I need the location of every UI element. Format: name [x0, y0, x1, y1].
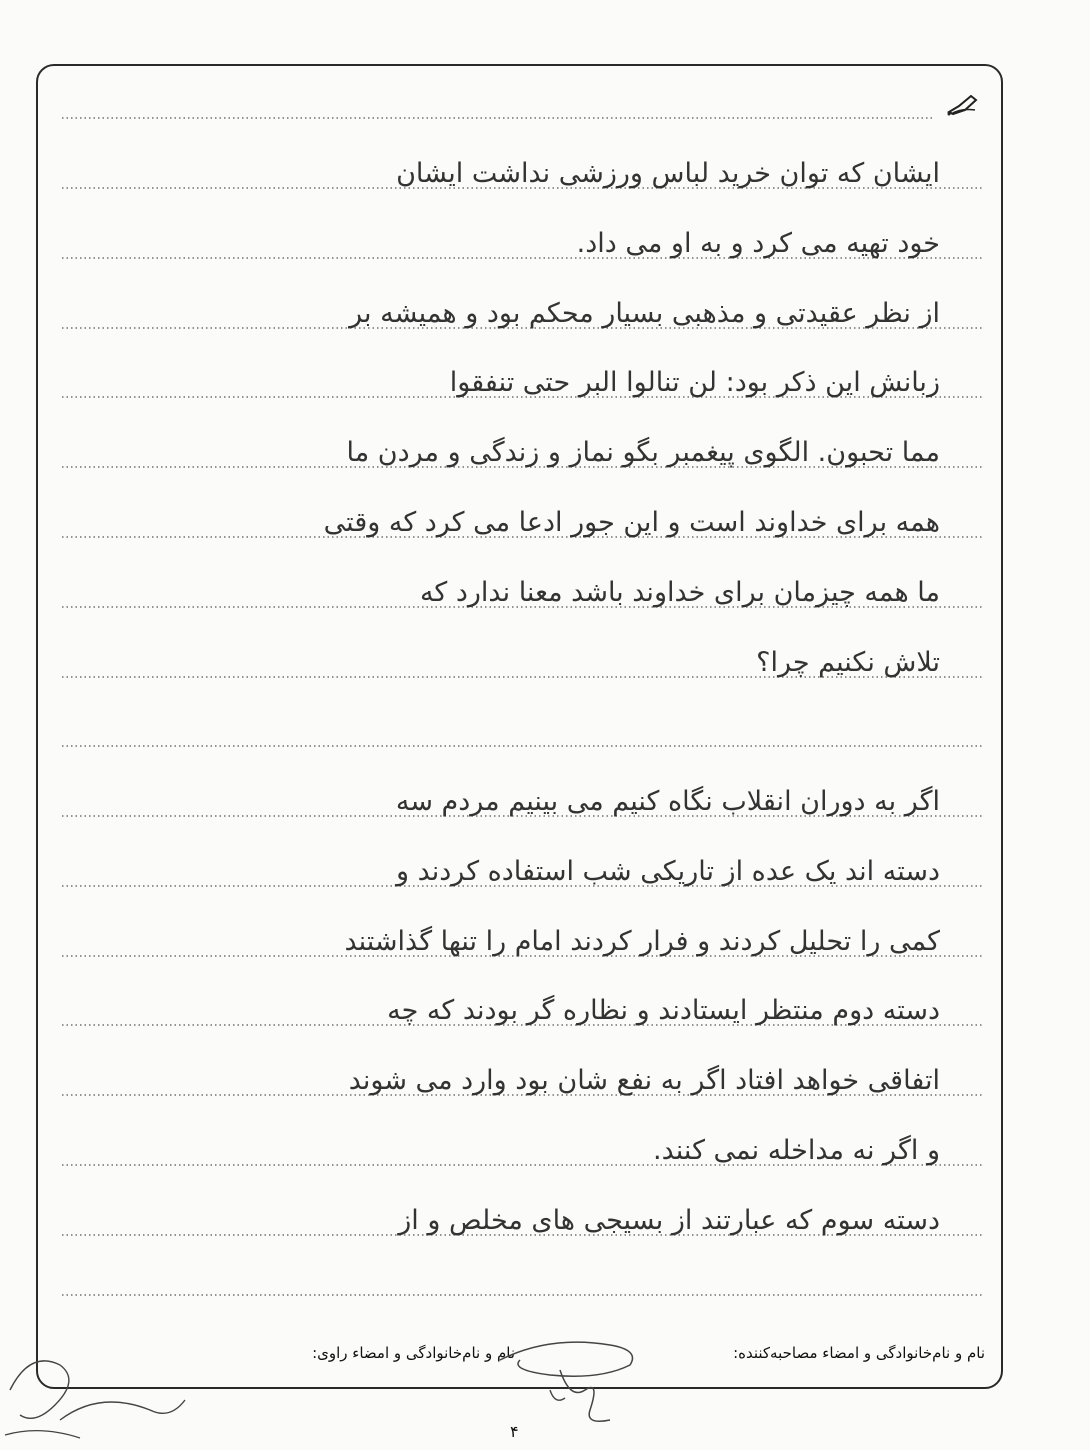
interviewer-signature-label: نام و نام‌خانوادگی و امضاء مصاحبه‌کننده:: [733, 1344, 985, 1362]
handwritten-line: دسته سوم که عبارتند از بسیجی های مخلص و از: [398, 1205, 940, 1236]
handwritten-line: و اگر نه مداخله نمی کنند.: [653, 1135, 940, 1166]
pen-icon: [945, 92, 981, 118]
handwritten-line: اتفاقی خواهد افتاد اگر به نفع شان بود وارد می شوند: [348, 1065, 940, 1096]
handwritten-line: همه برای خداوند است و این جور ادعا می کرد که وقتی: [323, 507, 940, 538]
interviewer-signature: [490, 1320, 660, 1435]
handwritten-line: اگر به دوران انقلاب نگاه کنیم می بینیم مردم سه: [395, 786, 940, 817]
handwritten-line: از نظر عقیدتی و مذهبی بسیار محکم بود و همیشه بر: [349, 298, 940, 329]
page-number: ۴: [510, 1422, 519, 1441]
handwritten-line: ایشان که توان خرید لباس ورزشی نداشت ایشان: [396, 158, 940, 189]
narrator-signature: [0, 1330, 200, 1445]
handwritten-line: دسته اند یک عده از تاریکی شب استفاده کردند و: [395, 856, 940, 887]
handwritten-line: خود تهیه می کرد و به او می داد.: [576, 228, 940, 259]
narrator-signature-label: نام و نام‌خانوادگی و امضاء راوی:: [312, 1344, 515, 1362]
handwritten-line: دسته دوم منتظر ایستادند و نظاره گر بودند که چه: [387, 995, 940, 1026]
handwritten-line: ما همه چیزمان برای خداوند باشد معنا ندارد که: [419, 577, 940, 608]
handwritten-line: زبانش این ذکر بود: لن تنالوا البر حتی تنفقوا: [449, 367, 940, 398]
handwritten-line: تلاش نکنیم چرا؟: [756, 647, 940, 678]
handwritten-line: مما تحبون. الگوی پیغمبر بگو نماز و زندگی و مردن ما: [346, 437, 940, 468]
handwritten-line: کمی را تحلیل کردند و فرار کردند امام را تنها گذاشتند: [344, 926, 940, 957]
